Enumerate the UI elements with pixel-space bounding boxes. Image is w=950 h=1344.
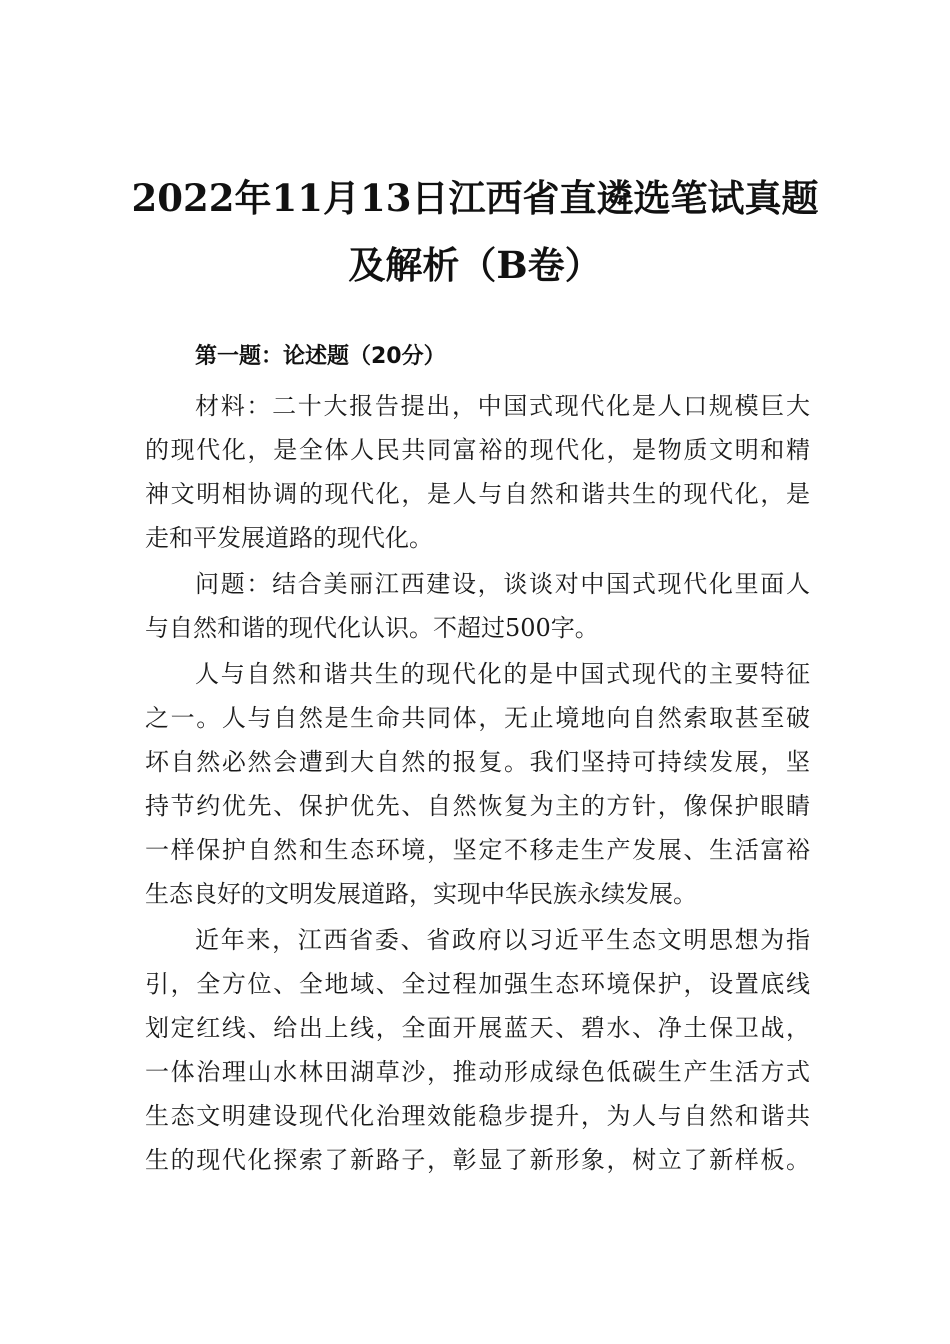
answer-p2-line: 生的现代化探索了新路子，彰显了新形象，树立了新样板。 — [145, 1146, 810, 1174]
document-title-line-2: 及解析（B卷） — [348, 243, 602, 287]
answer-p2-line: 近年来，江西省委、省政府以习近平生态文明思想为指 — [195, 926, 810, 954]
answer-p2-line: 引，全方位、全地域、全过程加强生态环境保护，设置底线 — [145, 970, 810, 998]
answer-p1-line: 持节约优先、保护优先、自然恢复为主的方针，像保护眼睛 — [145, 792, 810, 820]
answer-p2-line: 一体治理山水林田湖草沙，推动形成绿色低碳生产生活方式 — [145, 1058, 810, 1086]
answer-p1-line: 一样保护自然和生态环境，坚定不移走生产发展、生活富裕 — [145, 836, 810, 864]
material-line: 材料：二十大报告提出，中国式现代化是人口规模巨大 — [195, 392, 810, 420]
answer-p2-line: 生态文明建设现代化治理效能稳步提升，为人与自然和谐共 — [145, 1102, 810, 1130]
answer-p1-line: 之一。人与自然是生命共同体，无止境地向自然索取甚至破 — [145, 704, 810, 732]
prompt-line: 与自然和谐的现代化认识。不超过500字。 — [145, 614, 599, 642]
answer-p2-line: 划定红线、给出上线，全面开展蓝天、碧水、净土保卫战， — [145, 1014, 810, 1042]
document-title-line-1: 2022年11月13日江西省直遴选笔试真题 — [131, 176, 819, 220]
prompt-line: 问题：结合美丽江西建设，谈谈对中国式现代化里面人 — [195, 570, 810, 598]
question-heading: 第一题：论述题（20分） — [195, 344, 446, 369]
material-line: 走和平发展道路的现代化。 — [145, 524, 433, 552]
material-line: 的现代化，是全体人民共同富裕的现代化，是物质文明和精 — [145, 436, 810, 464]
answer-p1-line: 坏自然必然会遭到大自然的报复。我们坚持可持续发展，坚 — [145, 748, 810, 776]
answer-p1-line: 生态良好的文明发展道路，实现中华民族永续发展。 — [145, 880, 697, 908]
material-line: 神文明相协调的现代化，是人与自然和谐共生的现代化，是 — [145, 480, 810, 508]
answer-p1-line: 人与自然和谐共生的现代化的是中国式现代的主要特征 — [195, 660, 810, 688]
